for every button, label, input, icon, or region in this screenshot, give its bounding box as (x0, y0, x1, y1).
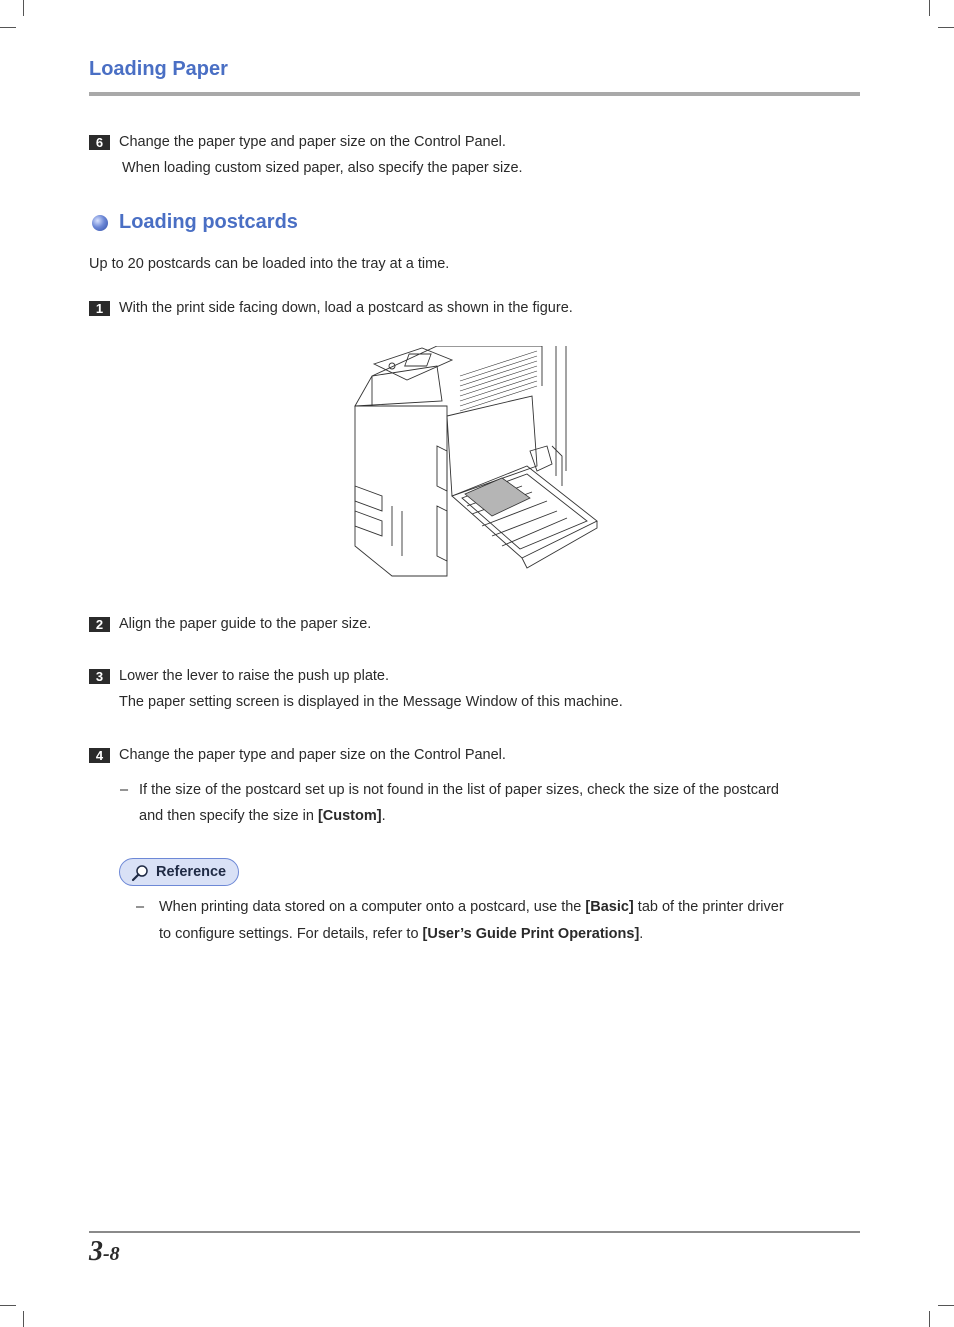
reference-label: Reference (156, 864, 227, 880)
page-number (89, 1236, 120, 1268)
custom-menu-ref: [Custom] (317, 808, 382, 824)
step-6-subtext: When loading custom sized paper, also specify the paper size. (122, 160, 523, 176)
crop-mark (23, 0, 24, 16)
crop-mark (0, 27, 16, 28)
header-divider (89, 92, 860, 96)
crop-mark (929, 1311, 930, 1327)
note-text: and then specify the size in (139, 808, 318, 824)
step-4-note-line-1: If the size of the postcard set up is not found in the list of paper sizes, check the size of the postcard (139, 782, 779, 798)
step-4-note-line-2 (139, 808, 386, 824)
section-title: Loading postcards (119, 211, 298, 233)
step-badge-1: 1 (89, 301, 110, 316)
step-1-text: With the print side facing down, load a postcard as shown in the figure. (119, 300, 573, 316)
reference-period: . (639, 926, 644, 942)
reference-text: When printing data stored on a computer onto a postcard, use the (159, 899, 586, 915)
section-bullet-icon (92, 215, 108, 231)
basic-tab-ref: [Basic] (585, 899, 634, 915)
chapter-number: 3 (89, 1236, 103, 1267)
step-3-subtext: The paper setting screen is displayed in the Message Window of this machine. (119, 694, 623, 710)
step-2-text: Align the paper guide to the paper size. (119, 616, 372, 632)
page-header-title: Loading Paper (89, 58, 228, 80)
reference-text: tab of the printer driver (633, 899, 784, 915)
note-period: . (381, 808, 386, 824)
crop-mark (0, 1305, 16, 1306)
crop-mark (929, 0, 930, 16)
step-badge-4: 4 (89, 748, 110, 763)
magnifier-icon (130, 863, 150, 883)
step-4-text: Change the paper type and paper size on the Control Panel. (119, 747, 506, 763)
note-dash: – (120, 782, 129, 798)
reference-label-pill (119, 858, 239, 886)
step-badge-2: 2 (89, 617, 110, 632)
step-6-text: Change the paper type and paper size on the Control Panel. (119, 134, 506, 150)
users-guide-ref: [User’s Guide Print Operations] (422, 926, 640, 942)
reference-line-1 (159, 899, 784, 915)
printer-bypass-tray-illustration (352, 346, 602, 582)
step-badge-6: 6 (89, 135, 110, 150)
step-badge-3: 3 (89, 669, 110, 684)
intro-text: Up to 20 postcards can be loaded into the tray at a time. (89, 256, 450, 272)
crop-mark (938, 27, 954, 28)
reference-dash: – (136, 899, 145, 915)
reference-line-2 (159, 926, 643, 942)
step-3-text: Lower the lever to raise the push up plate. (119, 668, 390, 684)
footer-divider (89, 1231, 860, 1233)
page-suffix: -8 (103, 1243, 120, 1265)
crop-mark (23, 1311, 24, 1327)
reference-text: to configure settings. For details, refer to (159, 926, 423, 942)
crop-mark (938, 1305, 954, 1306)
